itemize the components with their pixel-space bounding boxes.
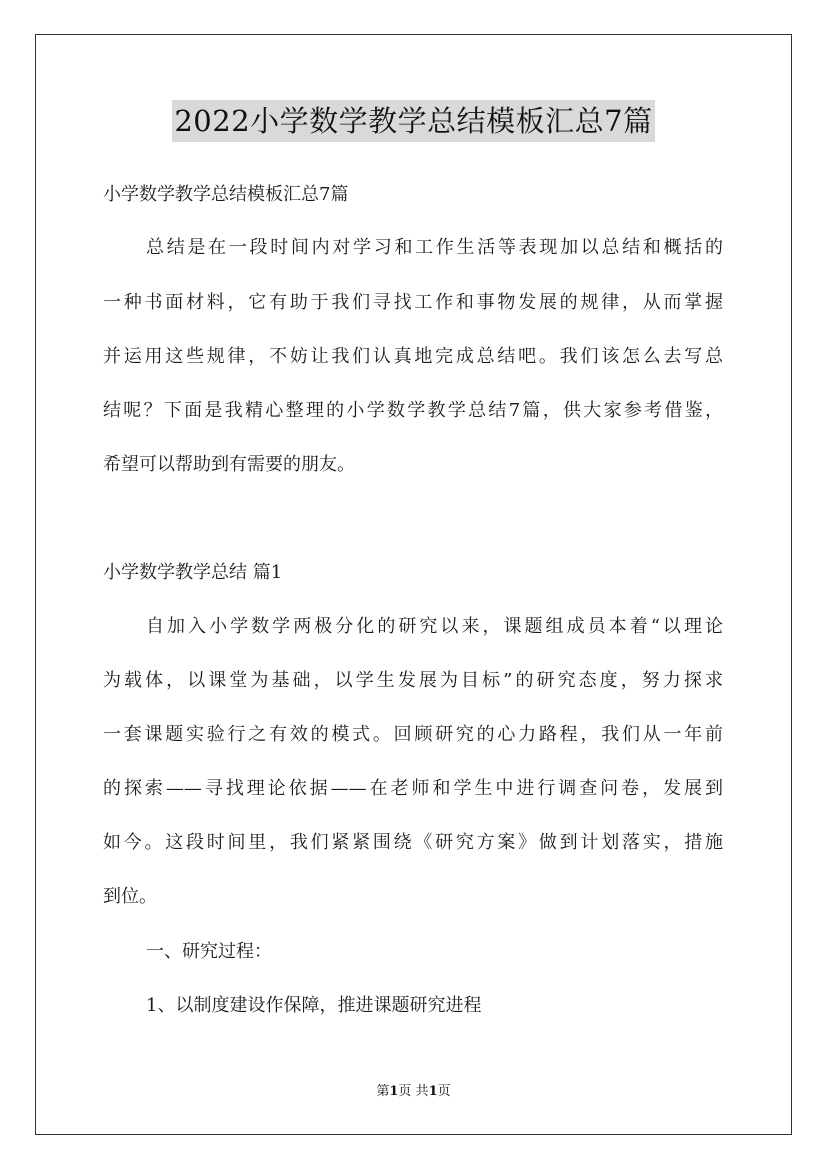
paragraph-line: 到位。 [103, 886, 157, 907]
paragraph-line: 为载体，以课堂为基础，以学生发展为目标”的研究态度，努力探求 [103, 670, 723, 691]
paragraph-line: 并运用这些规律，不妨让我们认真地完成总结吧。我们该怎么去写总 [103, 346, 723, 367]
page-footer [0, 1083, 827, 1101]
paragraph-line: 结呢？下面是我精心整理的小学数学教学总结7篇，供大家参考借鉴， [103, 400, 723, 421]
paragraph-line: 的探索——寻找理论依据——在老师和学生中进行调查问卷，发展到 [103, 778, 723, 799]
document-title: 2022小学数学教学总结模板汇总7篇 [172, 100, 654, 142]
paragraph-line: 一套课题实验行之有效的模式。回顾研究的心力路程，我们从一年前 [103, 724, 723, 745]
footer-page-suffix: 页 [437, 1084, 451, 1099]
title-container [0, 100, 827, 142]
section-heading: 小学数学教学总结 篇1 [103, 562, 283, 583]
paragraph-line: 希望可以帮助到有需要的朋友。 [103, 454, 355, 475]
subsection-heading: 一、研究过程： [146, 941, 272, 962]
subtitle-line: 小学数学教学总结模板汇总7篇 [103, 184, 349, 205]
paragraph-line: 总结是在一段时间内对学习和工作生活等表现加以总结和概括的 [146, 237, 723, 258]
footer-page-prefix: 第 [376, 1084, 390, 1099]
footer-page-mid: 页 共 [398, 1084, 429, 1099]
paragraph-line: 自加入小学数学两极分化的研究以来，课题组成员本着“以理论 [146, 616, 723, 637]
subsection-item: 1、以制度建设作保障，推进课题研究进程 [146, 995, 482, 1016]
paragraph-line: 如今。这段时间里，我们紧紧围绕《研究方案》做到计划落实，措施 [103, 832, 723, 853]
footer-page-total: 1 [428, 1084, 438, 1099]
paragraph-line: 一种书面材料，它有助于我们寻找工作和事物发展的规律，从而掌握 [103, 292, 723, 313]
footer-page-current: 1 [389, 1084, 399, 1099]
